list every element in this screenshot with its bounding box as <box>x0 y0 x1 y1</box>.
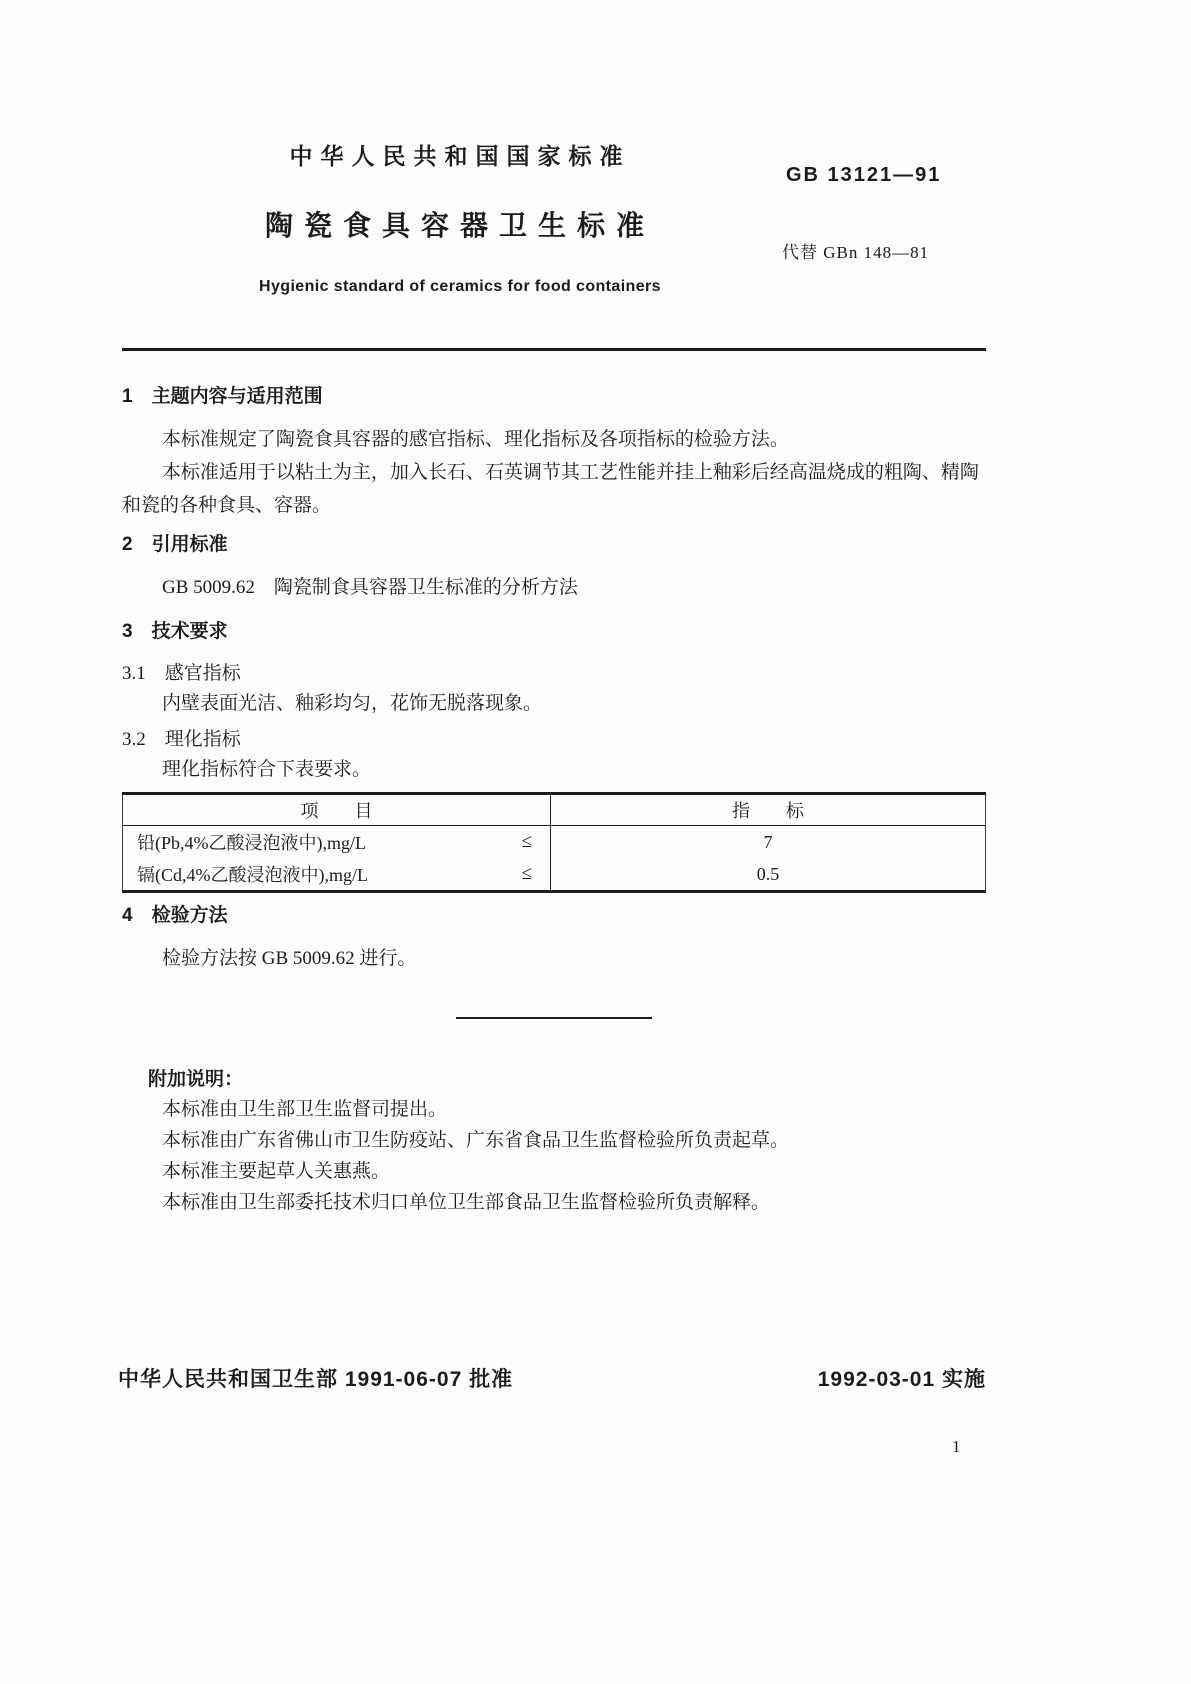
section-3-2-text: 理化指标符合下表要求。 <box>162 759 372 780</box>
table-header-row <box>123 794 986 826</box>
implementation-text: 1992-03-01 实施 <box>817 1368 986 1391</box>
document-content <box>122 138 986 1217</box>
row-relation-symbol: ≤ <box>521 863 533 885</box>
section-1-paragraph-1: 本标准规定了陶瓷食具容器的感官指标、理化指标及各项指标的检验方法。 <box>161 429 789 450</box>
section-3-heading: 3 技术要求 <box>122 621 228 642</box>
row-relation-symbol: ≤ <box>521 831 533 853</box>
page-footer <box>118 1363 986 1393</box>
document-title-cn: 陶瓷食具容器卫生标准 <box>264 210 655 241</box>
physicochemical-index-table <box>122 792 986 893</box>
section-3-1-text: 内壁表面光洁、釉彩均匀，花饰无脱落现象。 <box>162 693 543 714</box>
section-1-paragraph-2: 本标准适用于以粘土为主，加入长石、石英调节其工艺性能并挂上釉彩后经高温烧成的粗陶、精陶和瓷的各种食具、容器。 <box>122 462 979 516</box>
national-standard-label: 中华人民共和国国家标准 <box>289 143 631 169</box>
table-row <box>123 859 986 892</box>
section-3-2-heading: 3.2 理化指标 <box>122 729 241 750</box>
closing-divider-rule <box>456 1017 652 1019</box>
table-row <box>123 826 986 859</box>
table-cell-item <box>123 826 551 859</box>
referenced-standard-line: GB 5009.62 陶瓷制食具容器卫生标准的分析方法 <box>162 577 578 598</box>
appendix-line: 本标准由卫生部卫生监督司提出。 <box>162 1099 448 1120</box>
approval-text: 中华人民共和国卫生部 1991-06-07 批准 <box>118 1368 514 1391</box>
row-item-label: 镉(Cd,4%乙酸浸泡液中),mg/L <box>137 865 368 886</box>
table-cell-value: 7 <box>763 831 773 852</box>
section-4-heading: 4 检验方法 <box>122 905 228 926</box>
appendix-heading: 附加说明： <box>148 1069 244 1090</box>
page-number: 1 <box>952 1437 961 1456</box>
appendix-line: 本标准由广东省佛山市卫生防疫站、广东省食品卫生监督检验所负责起草。 <box>162 1130 790 1151</box>
section-3-1-heading: 3.1 感官指标 <box>122 663 241 684</box>
document-header <box>122 138 986 308</box>
document-title-en: Hygienic standard of ceramics for food containers <box>259 278 661 295</box>
table-cell-item <box>123 859 551 892</box>
table-cell-value: 0.5 <box>756 863 780 884</box>
table-header-index: 指 标 <box>551 794 986 826</box>
replaces-note: 代替 GBn 148—81 <box>782 243 930 262</box>
section-2-heading: 2 引用标准 <box>122 534 228 555</box>
table-header-item: 项 目 <box>123 794 551 826</box>
row-item-label: 铅(Pb,4%乙酸浸泡液中),mg/L <box>137 833 366 854</box>
appendix-line: 本标准由卫生部委托技术归口单位卫生部食品卫生监督检验所负责解释。 <box>162 1192 771 1213</box>
standard-code: GB 13121—91 <box>786 164 942 186</box>
section-4-paragraph-1: 检验方法按 GB 5009.62 进行。 <box>162 948 417 969</box>
appendix-line: 本标准主要起草人关惠燕。 <box>162 1161 391 1182</box>
header-divider-rule <box>122 348 986 351</box>
section-1-heading: 1 主题内容与适用范围 <box>122 386 323 407</box>
